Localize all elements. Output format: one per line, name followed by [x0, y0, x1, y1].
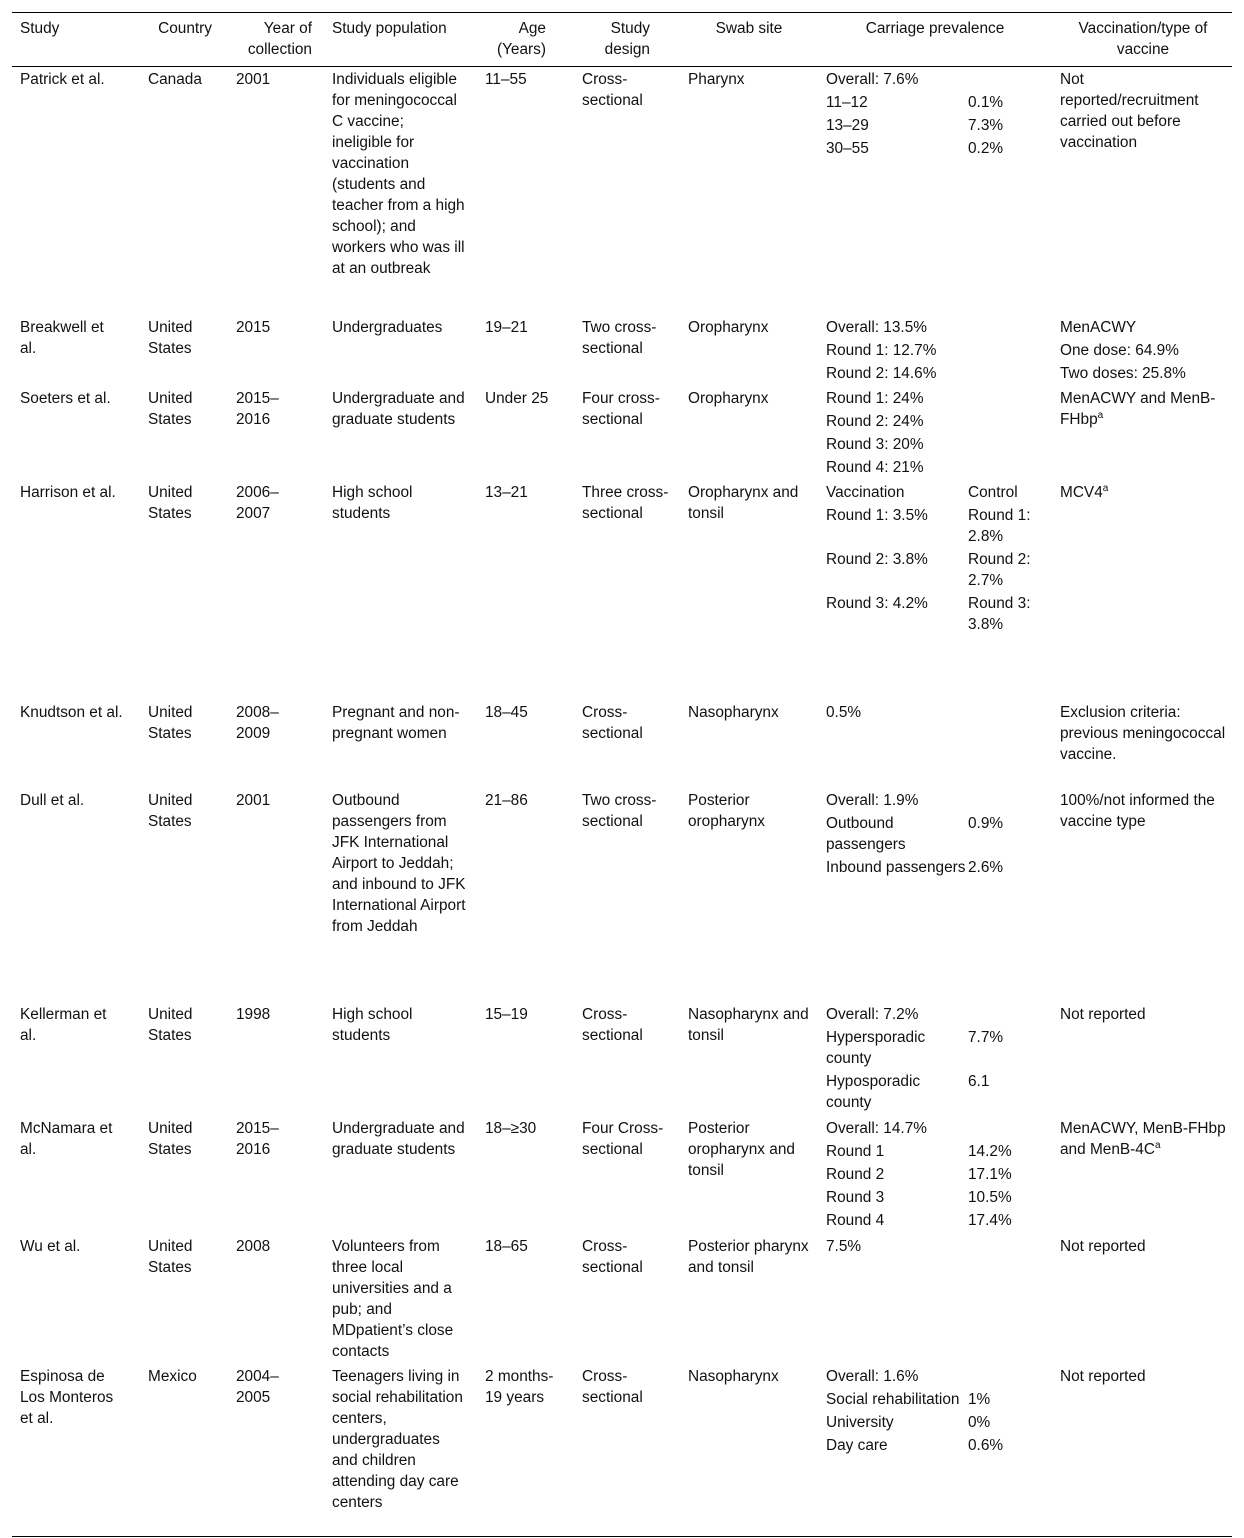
cell-design: Cross-sectional [582, 1238, 643, 1276]
cell-age: 18–65 [485, 1238, 528, 1255]
carriage-label: 30–55 [826, 140, 869, 157]
carriage-value: 14.2% [968, 1143, 1012, 1160]
carriage-line [826, 1027, 1044, 1069]
cell-swab: Posterior oropharynx [688, 792, 765, 830]
cell-carriage [816, 482, 1050, 700]
carriage-line [826, 69, 1044, 90]
carriage-value: 2.6% [968, 859, 1004, 876]
carriage-line [826, 92, 1044, 113]
carriage-label: Inbound passengers [826, 859, 966, 876]
carriage-label: Round 1: 12.7% [826, 342, 937, 359]
cell-carriage [816, 790, 1050, 1002]
vaccination-text: 100%/not informed the vaccine type [1060, 792, 1215, 830]
cell-year: 2015 [236, 319, 271, 336]
carriage-value [968, 69, 1038, 90]
cell-study: Dull et al. [20, 792, 85, 809]
cell-country: United States [148, 1120, 193, 1158]
carriage-value [968, 1004, 1038, 1025]
carriage-line [826, 790, 1044, 811]
carriage-value: 0% [968, 1414, 991, 1431]
carriage-line [826, 857, 1044, 878]
carriage-line [826, 1187, 1044, 1208]
carriage-line [826, 1412, 1044, 1433]
carriage-line [826, 549, 1044, 591]
cell-swab: Posterior oropharynx and tonsil [688, 1120, 795, 1179]
cell-vaccination [1050, 317, 1232, 386]
cell-design: Cross-sectional [582, 1368, 643, 1406]
carriage-label: Hypersporadic county [826, 1029, 926, 1067]
carriage-value: Control [968, 484, 1018, 501]
carriage-label: Round 4: 21% [826, 459, 924, 476]
cell-population: Individuals eligible for meningococcal C vaccine; ineligible for vaccination (students and teacher from a high school); and workers who was ill at an outbreak [332, 71, 465, 277]
cell-carriage [816, 69, 1050, 315]
carriage-label: University [826, 1414, 894, 1431]
carriage-value: 6.1 [968, 1073, 990, 1090]
table-row [12, 67, 1232, 315]
table-row [12, 480, 1232, 700]
carriage-value [968, 434, 1038, 455]
cell-population: Volunteers from three local universities and a pub; and MDpatient’s close contacts [332, 1238, 454, 1360]
carriage-label: Round 3 [826, 1189, 885, 1206]
cell-design: Four cross-sectional [582, 390, 660, 428]
cell-population: Undergraduate and graduate students [332, 1120, 465, 1158]
vaccination-text: Two doses: 25.8% [1060, 365, 1186, 382]
carriage-value [968, 702, 1038, 723]
cell-year: 2001 [236, 792, 271, 809]
header-design: Study design [604, 20, 650, 58]
carriage-label: Round 2 [826, 1166, 885, 1183]
cell-year: 2006–2007 [236, 484, 279, 522]
cell-swab: Pharynx [688, 71, 745, 88]
carriage-line [826, 363, 1044, 384]
table-row [12, 1364, 1232, 1536]
carriage-value: 7.3% [968, 117, 1004, 134]
carriage-label: Round 3: 20% [826, 436, 924, 453]
carriage-label: Outbound passengers [826, 815, 906, 853]
cell-study: Knudtson et al. [20, 704, 123, 721]
carriage-label: Overall: 7.2% [826, 1006, 919, 1023]
carriage-value: 17.1% [968, 1166, 1012, 1183]
vaccination-line [1060, 482, 1226, 503]
vaccination-text: MenACWY, MenB-FHbp and MenB-4C [1060, 1120, 1226, 1158]
carriage-label: Round 1 [826, 1143, 885, 1160]
carriage-label: Overall: 7.6% [826, 71, 919, 88]
cell-population: High school students [332, 484, 413, 522]
carriage-line [826, 434, 1044, 455]
table-row [12, 1002, 1232, 1116]
cell-carriage [816, 702, 1050, 788]
cell-population: High school students [332, 1006, 413, 1044]
carriage-line [826, 115, 1044, 136]
vaccination-text: Not reported [1060, 1368, 1146, 1385]
carriage-value: 10.5% [968, 1189, 1012, 1206]
cell-carriage [816, 1236, 1050, 1364]
cell-swab: Nasopharynx and tonsil [688, 1006, 809, 1044]
vaccination-line [1060, 69, 1226, 153]
carriage-value: Round 2: 2.7% [968, 551, 1031, 589]
cell-swab: Nasopharynx [688, 704, 779, 721]
vaccination-line [1060, 1004, 1226, 1025]
cell-country: United States [148, 704, 193, 742]
carriage-value [968, 363, 1038, 384]
footnote-marker: a [1102, 482, 1109, 494]
vaccination-text: Not reported [1060, 1006, 1146, 1023]
cell-swab: Nasopharynx [688, 1368, 779, 1385]
cell-vaccination [1050, 482, 1232, 700]
carriage-label: Day care [826, 1437, 888, 1454]
header-study: Study [20, 20, 60, 37]
cell-year: 2015–2016 [236, 1120, 279, 1158]
cell-carriage [816, 1366, 1050, 1536]
carriage-label: 7.5% [826, 1238, 862, 1255]
carriage-value [968, 457, 1038, 478]
carriage-label: Overall: 13.5% [826, 319, 927, 336]
cell-carriage [816, 388, 1050, 480]
cell-design: Cross-sectional [582, 704, 643, 742]
cell-age: 15–19 [485, 1006, 528, 1023]
cell-design: Cross-sectional [582, 1006, 643, 1044]
cell-study: Kellerman et al. [20, 1006, 107, 1044]
table-row [12, 1234, 1232, 1364]
cell-year: 2008 [236, 1238, 271, 1255]
table-row [12, 1116, 1232, 1234]
carriage-line [826, 411, 1044, 432]
carriage-value [968, 340, 1038, 361]
cell-vaccination [1050, 69, 1232, 315]
carriage-line [826, 1366, 1044, 1387]
header-swab: Swab site [715, 20, 783, 37]
carriage-line [826, 1164, 1044, 1185]
carriage-label: Social rehabilitation [826, 1391, 960, 1408]
cell-age: 2 months-19 years [485, 1368, 554, 1406]
carriage-value: 1% [968, 1391, 991, 1408]
carriage-line [826, 813, 1044, 855]
vaccination-line [1060, 1366, 1226, 1387]
cell-carriage [816, 1118, 1050, 1234]
carriage-label: Hyposporadic county [826, 1073, 921, 1111]
carriage-value: 0.6% [968, 1437, 1004, 1454]
vaccination-text: MCV4 [1060, 484, 1103, 501]
cell-vaccination [1050, 1004, 1232, 1116]
cell-age: 21–86 [485, 792, 528, 809]
cell-population: Undergraduates [332, 319, 443, 336]
carriage-line [826, 1210, 1044, 1231]
cell-age: 11–55 [485, 71, 527, 88]
carriage-label: Overall: 14.7% [826, 1120, 927, 1137]
cell-age: 18–≥30 [485, 1120, 537, 1137]
cell-year: 1998 [236, 1006, 271, 1023]
carriage-label: Overall: 1.9% [826, 792, 919, 809]
cell-vaccination [1050, 1118, 1232, 1234]
cell-country: United States [148, 1238, 193, 1276]
carriage-line [826, 1435, 1044, 1456]
carriage-line [826, 340, 1044, 361]
cell-vaccination [1050, 1366, 1232, 1536]
cell-swab: Oropharynx and tonsil [688, 484, 799, 522]
carriage-value: 17.4% [968, 1212, 1012, 1229]
cell-design: Two cross-sectional [582, 792, 657, 830]
cell-design: Two cross-sectional [582, 319, 657, 357]
carriage-line [826, 505, 1044, 547]
footnote-marker: a [1097, 409, 1104, 421]
carriage-line [826, 457, 1044, 478]
cell-country: United States [148, 1006, 193, 1044]
header-vaccination: Vaccination/type of vaccine [1078, 20, 1208, 58]
cell-country: Canada [148, 71, 202, 88]
carriage-value: 7.7% [968, 1029, 1004, 1046]
carriage-value [968, 317, 1038, 338]
cell-study: Espinosa de Los Monteros et al. [20, 1368, 114, 1427]
carriage-label: 0.5% [826, 704, 862, 721]
cell-design: Three cross-sectional [582, 484, 669, 522]
vaccination-text: Not reported/recruitment carried out before vaccination [1060, 71, 1199, 151]
vaccination-line [1060, 363, 1226, 384]
cell-swab: Oropharynx [688, 319, 769, 336]
table-body [12, 67, 1232, 1536]
carriage-value [968, 388, 1038, 409]
vaccination-text: Not reported [1060, 1238, 1146, 1255]
vaccination-line [1060, 702, 1226, 765]
carriage-line [826, 1118, 1044, 1139]
cell-country: United States [148, 484, 193, 522]
cell-age: Under 25 [485, 390, 549, 407]
cell-vaccination [1050, 388, 1232, 480]
carriage-value [968, 790, 1038, 811]
cell-population: Pregnant and non-pregnant women [332, 704, 460, 742]
vaccination-line [1060, 1236, 1226, 1257]
carriage-value: Round 3: 3.8% [968, 595, 1031, 633]
cell-year: 2008–2009 [236, 704, 279, 742]
carriage-line [826, 1004, 1044, 1025]
cell-year: 2004–2005 [236, 1368, 279, 1406]
carriage-line [826, 593, 1044, 635]
carriage-label: 11–12 [826, 94, 868, 111]
cell-country: United States [148, 319, 193, 357]
carriage-value: 0.9% [968, 815, 1004, 832]
vaccination-line [1060, 388, 1226, 430]
carriage-line [826, 388, 1044, 409]
cell-year: 2015–2016 [236, 390, 279, 428]
vaccination-text: MenACWY [1060, 319, 1137, 336]
carriage-value: Round 1: 2.8% [968, 507, 1031, 545]
carriage-line [826, 1236, 1044, 1257]
header-population: Study population [332, 20, 447, 37]
cell-carriage [816, 1004, 1050, 1116]
header-country: Country [158, 20, 212, 37]
carriage-line [826, 1389, 1044, 1410]
cell-study: Soeters et al. [20, 390, 111, 407]
cell-country: Mexico [148, 1368, 197, 1385]
vaccination-line [1060, 317, 1226, 338]
carriage-label: Round 2: 24% [826, 413, 924, 430]
vaccination-text: One dose: 64.9% [1060, 342, 1179, 359]
table-header [12, 13, 1232, 67]
vaccination-text: Exclusion criteria: previous meningococcal vaccine. [1060, 704, 1226, 763]
vaccination-line [1060, 790, 1226, 832]
table-row [12, 315, 1232, 386]
cell-population: Outbound passengers from JFK International Airport to Jeddah; and inbound to JFK International Airport from Jeddah [332, 792, 466, 935]
cell-vaccination [1050, 702, 1232, 788]
cell-study: Patrick et al. [20, 71, 105, 88]
carriage-value: 0.1% [968, 94, 1004, 111]
cell-age: 18–45 [485, 704, 528, 721]
header-year: Year of collection [247, 20, 312, 58]
cell-study: Wu et al. [20, 1238, 81, 1255]
vaccination-line [1060, 1118, 1226, 1160]
cell-design: Cross-sectional [582, 71, 643, 109]
header-age: Age (Years) [496, 20, 546, 58]
carriage-line [826, 1071, 1044, 1113]
studies-table [12, 12, 1232, 1537]
cell-design: Four Cross-sectional [582, 1120, 664, 1158]
carriage-line [826, 482, 1044, 503]
carriage-value [968, 411, 1038, 432]
table-row [12, 700, 1232, 788]
cell-swab: Oropharynx [688, 390, 769, 407]
carriage-line [826, 702, 1044, 723]
carriage-line [826, 1141, 1044, 1162]
carriage-label: Round 2: 14.6% [826, 365, 937, 382]
carriage-label: Vaccination [826, 484, 905, 501]
carriage-value: 0.2% [968, 140, 1004, 157]
vaccination-text: MenACWY and MenB-FHbp [1060, 390, 1216, 428]
carriage-label: 13–29 [826, 117, 869, 134]
cell-vaccination [1050, 1236, 1232, 1364]
cell-country: United States [148, 390, 193, 428]
cell-country: United States [148, 792, 193, 830]
carriage-label: Round 1: 3.5% [826, 507, 928, 524]
carriage-line [826, 317, 1044, 338]
table-row [12, 788, 1232, 1002]
carriage-label: Round 1: 24% [826, 390, 924, 407]
cell-study: Harrison et al. [20, 484, 116, 501]
cell-carriage [816, 317, 1050, 386]
footnote-marker: a [1154, 1139, 1161, 1151]
cell-study: Breakwell et al. [20, 319, 104, 357]
carriage-label: Round 2: 3.8% [826, 551, 928, 568]
cell-vaccination [1050, 790, 1232, 1002]
vaccination-line [1060, 340, 1226, 361]
cell-population: Undergraduate and graduate students [332, 390, 465, 428]
table-row [12, 386, 1232, 480]
carriage-value [968, 1118, 1038, 1139]
cell-age: 13–21 [485, 484, 528, 501]
cell-population: Teenagers living in social rehabilitation centers, undergraduates and children attending day care centers [332, 1368, 463, 1511]
cell-swab: Posterior pharynx and tonsil [688, 1238, 809, 1276]
carriage-label: Round 4 [826, 1212, 885, 1229]
carriage-label: Round 3: 4.2% [826, 595, 928, 612]
header-carriage: Carriage prevalence [865, 20, 1005, 37]
carriage-line [826, 138, 1044, 159]
carriage-value [968, 1236, 1038, 1257]
cell-study: McNamara et al. [20, 1120, 113, 1158]
carriage-value [968, 1366, 1038, 1387]
cell-year: 2001 [236, 71, 271, 88]
cell-age: 19–21 [485, 319, 528, 336]
carriage-label: Overall: 1.6% [826, 1368, 919, 1385]
